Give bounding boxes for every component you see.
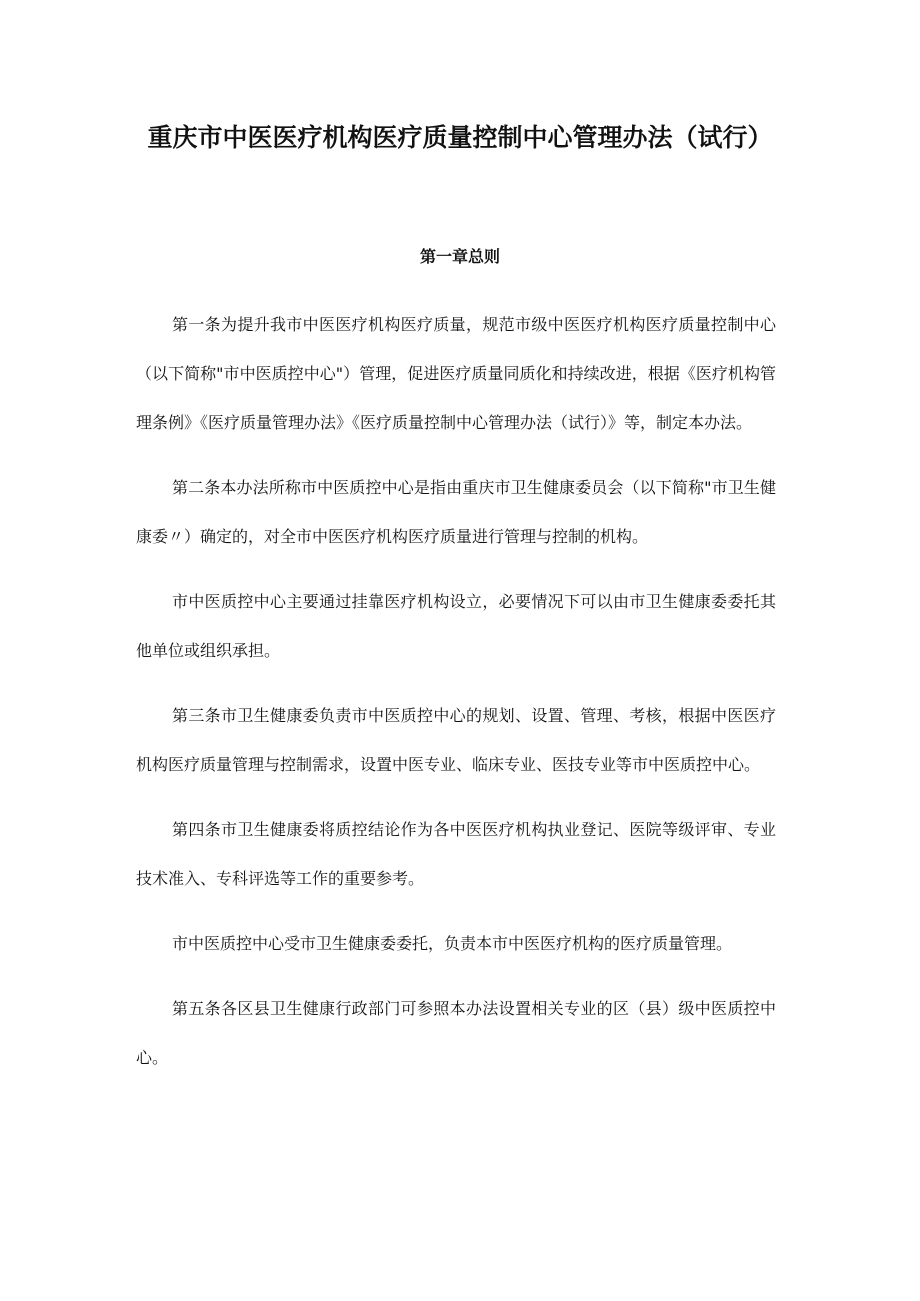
paragraph-article-5: 第五条各区县卫生健康行政部门可参照本办法设置相关专业的区（县）级中医质控中心。 (136, 999, 776, 1067)
chapter-heading: 第一章总则 (419, 247, 500, 266)
paragraph-article-3: 第三条市卫生健康委负责市中医质控中心的规划、设置、管理、考核，根据中医医疗机构医疗质量管理与控制需求，设置中医专业、临床专业、医技专业等市中医质控中心。 (136, 706, 776, 774)
document-body (136, 300, 776, 1098)
paragraph-article-1: 第一条为提升我市中医医疗机构医疗质量，规范市级中医医疗机构医疗质量控制中心（以下简称"市中医质控中心"）管理，促进医疗质量同质化和持续改进，根据《医疗机构管理条例》《医疗质量管理办法》《医疗质量控制中心管理办法（试行）》等，制定本办法。 (136, 315, 776, 432)
paragraph-article-2: 第二条本办法所称市中医质控中心是指由重庆市卫生健康委员会（以下简称"市卫生健康委〃）确定的，对全市中医医疗机构医疗质量进行管理与控制的机构。 (136, 478, 776, 546)
paragraph-article-2-supplement: 市中医质控中心主要通过挂靠医疗机构设立，必要情况下可以由市卫生健康委委托其他单位或组织承担。 (136, 592, 776, 660)
paragraph-article-4-supplement: 市中医质控中心受市卫生健康委委托，负责本市中医医疗机构的医疗质量管理。 (172, 934, 733, 953)
document-title: 重庆市中医医疗机构医疗质量控制中心管理办法（试行） (147, 123, 773, 152)
paragraph-article-4: 第四条市卫生健康委将质控结论作为各中医医疗机构执业登记、医院等级评审、专业技术准入、专科评选等工作的重要参考。 (136, 820, 776, 888)
